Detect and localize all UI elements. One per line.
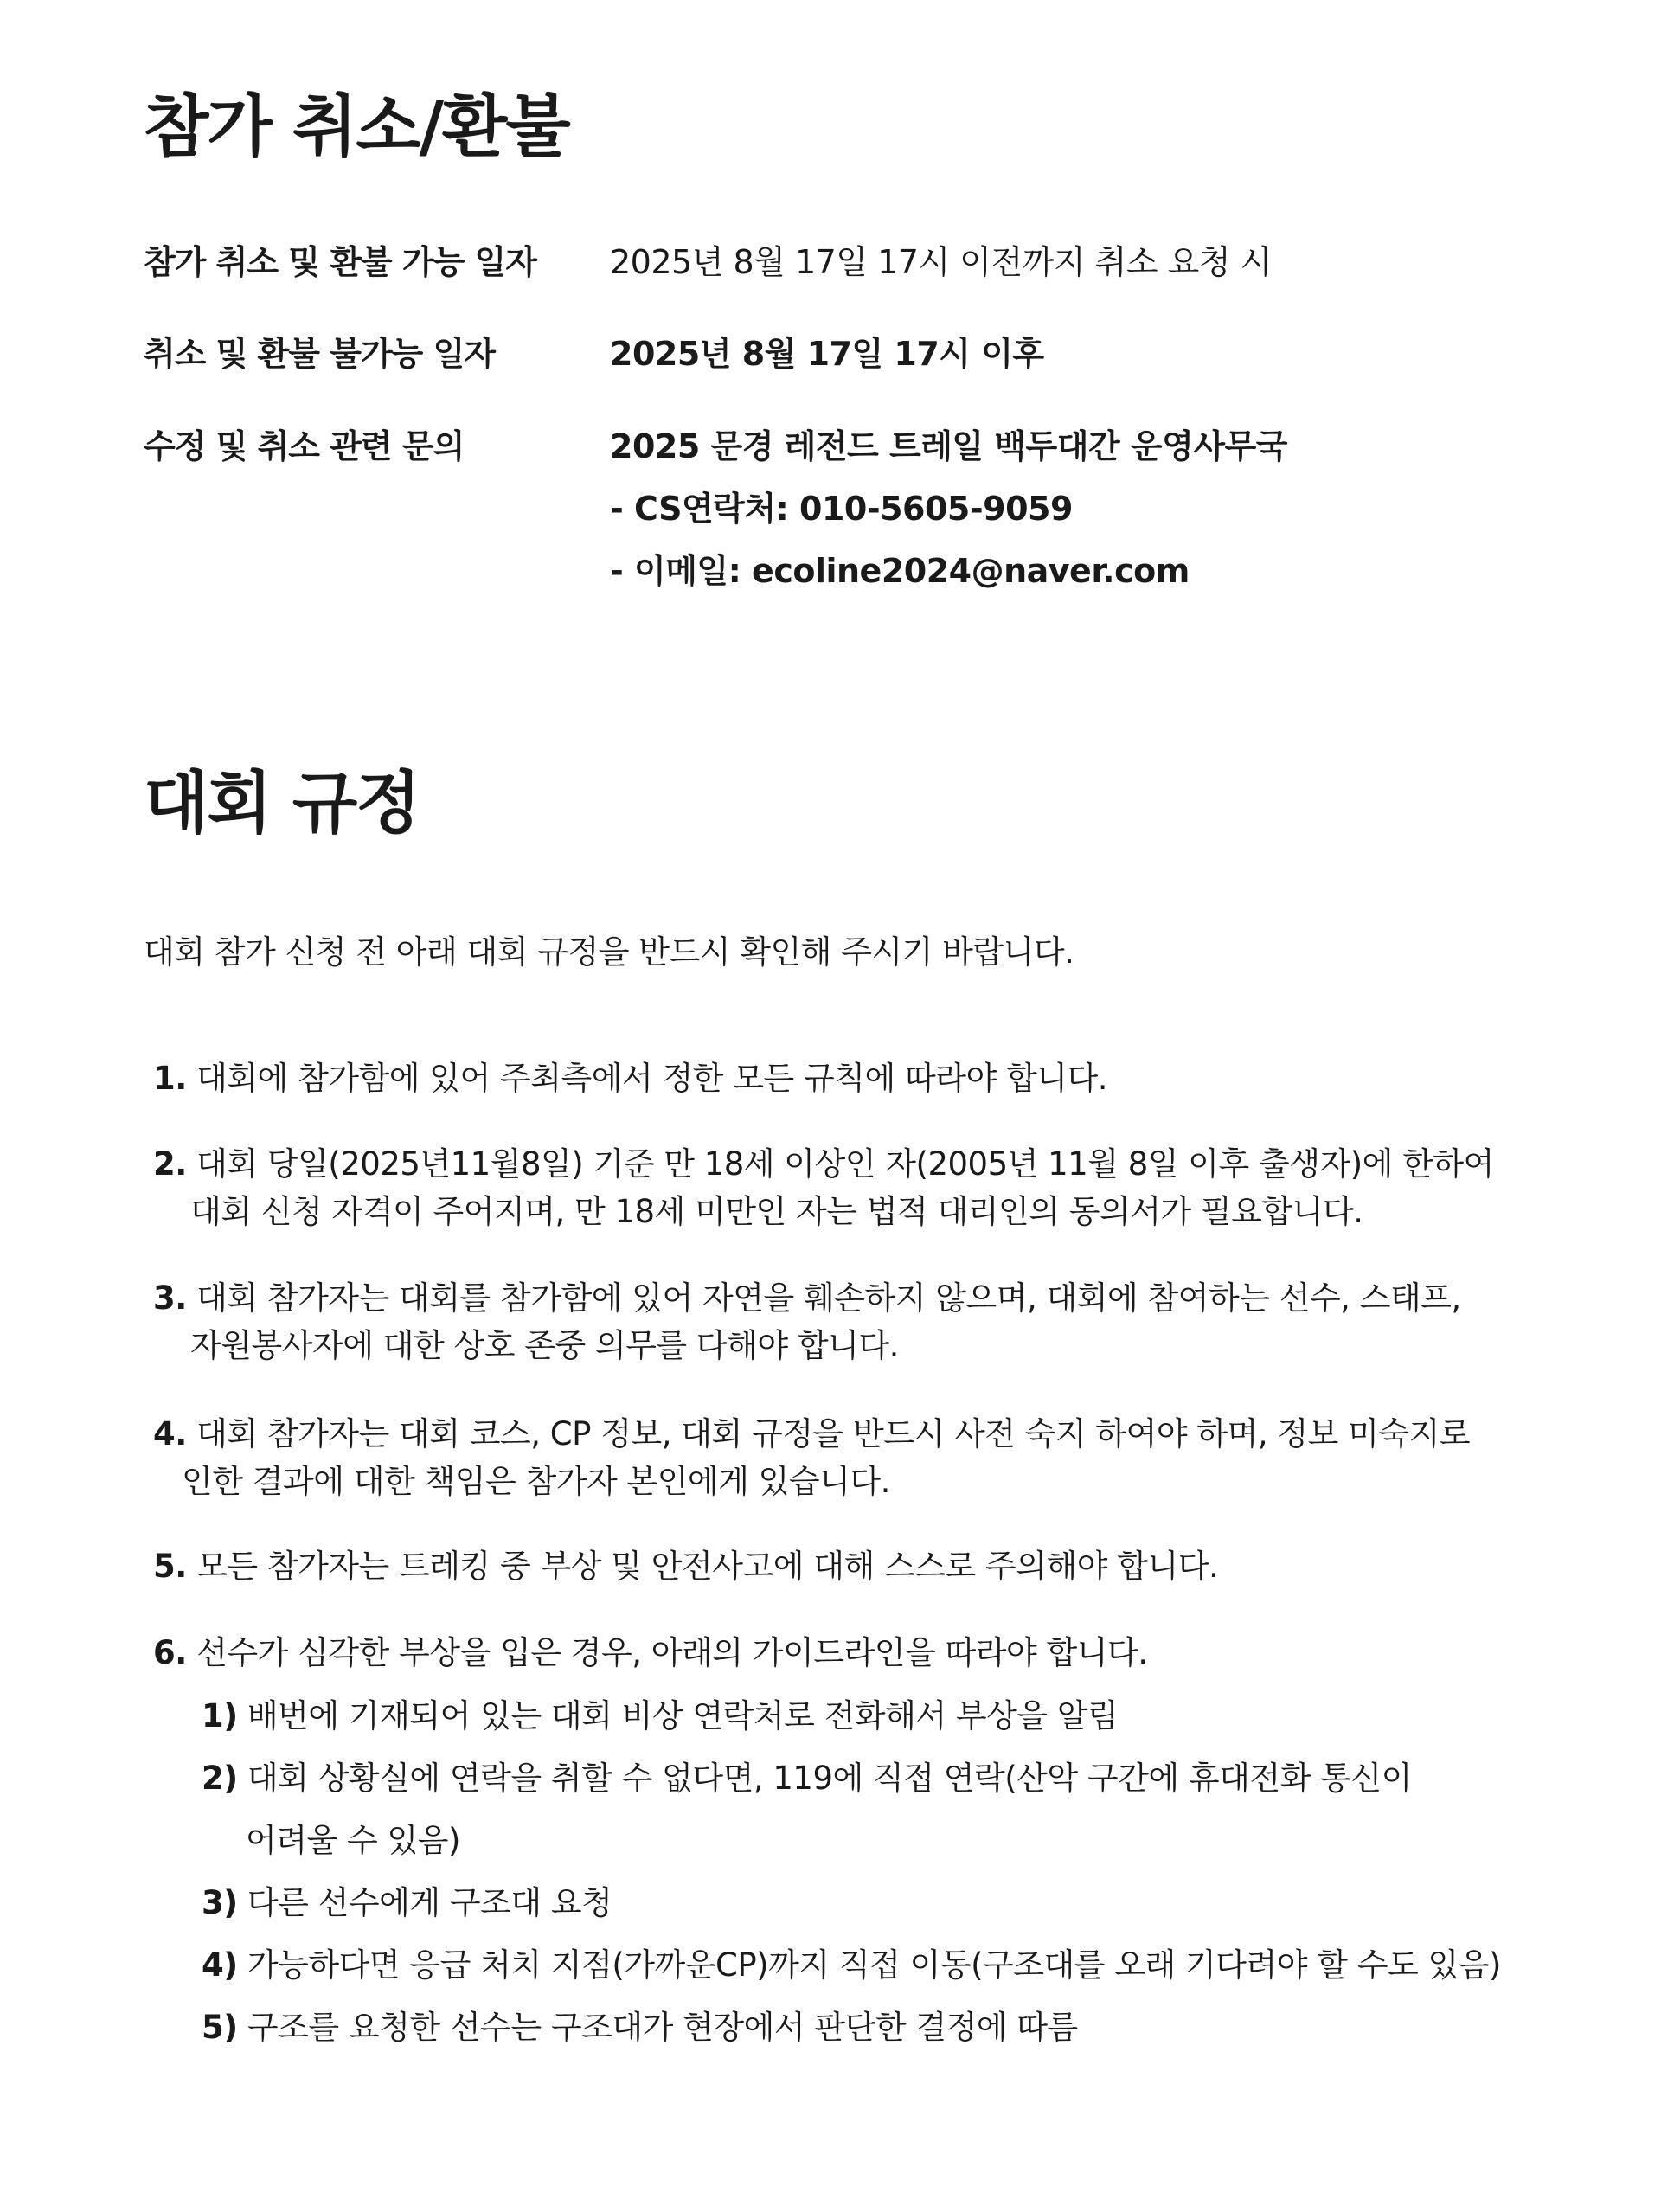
subrule-text: 배번에 기재되어 있는 대회 비상 연락처로 전화해서 부상을 알림 [247, 1697, 1119, 1734]
refund-impossible-label: 취소 및 환불 불가능 일자 [144, 335, 495, 373]
subrule-text: 다른 선수에게 구조대 요청 [247, 1884, 612, 1921]
inquiry-phone: - CS연락처: 010-5605-9059 [610, 490, 1073, 528]
subrule-item-3 [202, 1876, 612, 1923]
rule-number: 2. [153, 1145, 187, 1183]
inquiry-label: 수정 및 취소 관련 문의 [144, 427, 465, 465]
subrule-text: 구조를 요청한 선수는 구조대가 현장에서 판단한 결정에 따름 [247, 2009, 1078, 2046]
inquiry-office: 2025 문경 레전드 트레일 백두대간 운영사무국 [610, 427, 1287, 465]
rules-intro: 대회 참가 신청 전 아래 대회 규정을 반드시 확인해 주시기 바랍니다. [144, 933, 1074, 971]
rule-text: 대회 참가자는 대회 코스, CP 정보, 대회 규정을 반드시 사전 숙지 하여야 하며, 정보 미숙지로 [196, 1415, 1471, 1452]
rule-item-1 [153, 1052, 1107, 1099]
subrule-item-4 [202, 1939, 1501, 1985]
rule-item-2 [153, 1138, 1494, 1184]
subrule-item-2-cont: 어려울 수 있음) [246, 1822, 460, 1859]
refund-section-title: 참가 취소/환불 [144, 88, 569, 166]
subrule-number: 4) [202, 1946, 238, 1984]
subrule-item-5 [202, 2001, 1078, 2048]
refund-possible-value: 2025년 8월 17일 17시 이전까지 취소 요청 시 [610, 243, 1272, 281]
rule-text: 대회 참가자는 대회를 참가함에 있어 자연을 훼손하지 않으며, 대회에 참여하는 선수, 스태프, [196, 1279, 1461, 1317]
subrule-item-1 [202, 1689, 1118, 1736]
subrule-number: 5) [202, 2009, 238, 2046]
rule-number: 1. [153, 1060, 187, 1097]
subrule-text: 대회 상황실에 연락을 취할 수 없다면, 119에 직접 연락(산악 구간에 휴대전화 통신이 [247, 1760, 1412, 1797]
refund-possible-label: 참가 취소 및 환불 가능 일자 [144, 243, 536, 281]
rules-section-title: 대회 규정 [144, 765, 420, 843]
rule-item-4-cont: 인한 결과에 대한 책임은 참가자 본인에게 있습니다. [182, 1463, 890, 1500]
rule-number: 3. [153, 1279, 187, 1317]
rule-text: 선수가 심각한 부상을 입은 경우, 아래의 가이드라인을 따라야 합니다. [196, 1634, 1148, 1671]
refund-impossible-value: 2025년 8월 17일 17시 이후 [610, 335, 1044, 373]
subrule-item-2 [202, 1752, 1412, 1798]
rule-text: 대회 당일(2025년11월8일) 기준 만 18세 이상인 자(2005년 11월 8일 이후 출생자)에 한하여 [196, 1145, 1494, 1183]
rule-text: 모든 참가자는 트레킹 중 부상 및 안전사고에 대해 스스로 주의해야 합니다. [196, 1548, 1219, 1585]
rule-number: 5. [153, 1548, 187, 1585]
subrule-number: 3) [202, 1884, 238, 1921]
rule-number: 4. [153, 1415, 187, 1452]
rule-item-2-cont: 대회 신청 자격이 주어지며, 만 18세 미만인 자는 법적 대리인의 동의서가 필요합니다. [190, 1193, 1363, 1230]
rule-item-5 [153, 1540, 1218, 1587]
rule-item-3 [153, 1272, 1461, 1318]
subrule-number: 2) [202, 1760, 238, 1797]
rule-item-4 [153, 1407, 1470, 1454]
rule-item-6 [153, 1626, 1147, 1673]
rule-text: 대회에 참가함에 있어 주최측에서 정한 모든 규칙에 따라야 합니다. [196, 1060, 1107, 1097]
rule-number: 6. [153, 1634, 187, 1671]
inquiry-email: - 이메일: ecoline2024@naver.com [610, 552, 1190, 590]
subrule-number: 1) [202, 1697, 238, 1734]
subrule-text: 가능하다면 응급 처치 지점(가까운CP)까지 직접 이동(구조대를 오래 기다려야 할 수도 있음) [247, 1946, 1501, 1984]
rule-item-3-cont: 자원봉사자에 대한 상호 존중 의무를 다해야 합니다. [190, 1327, 899, 1364]
